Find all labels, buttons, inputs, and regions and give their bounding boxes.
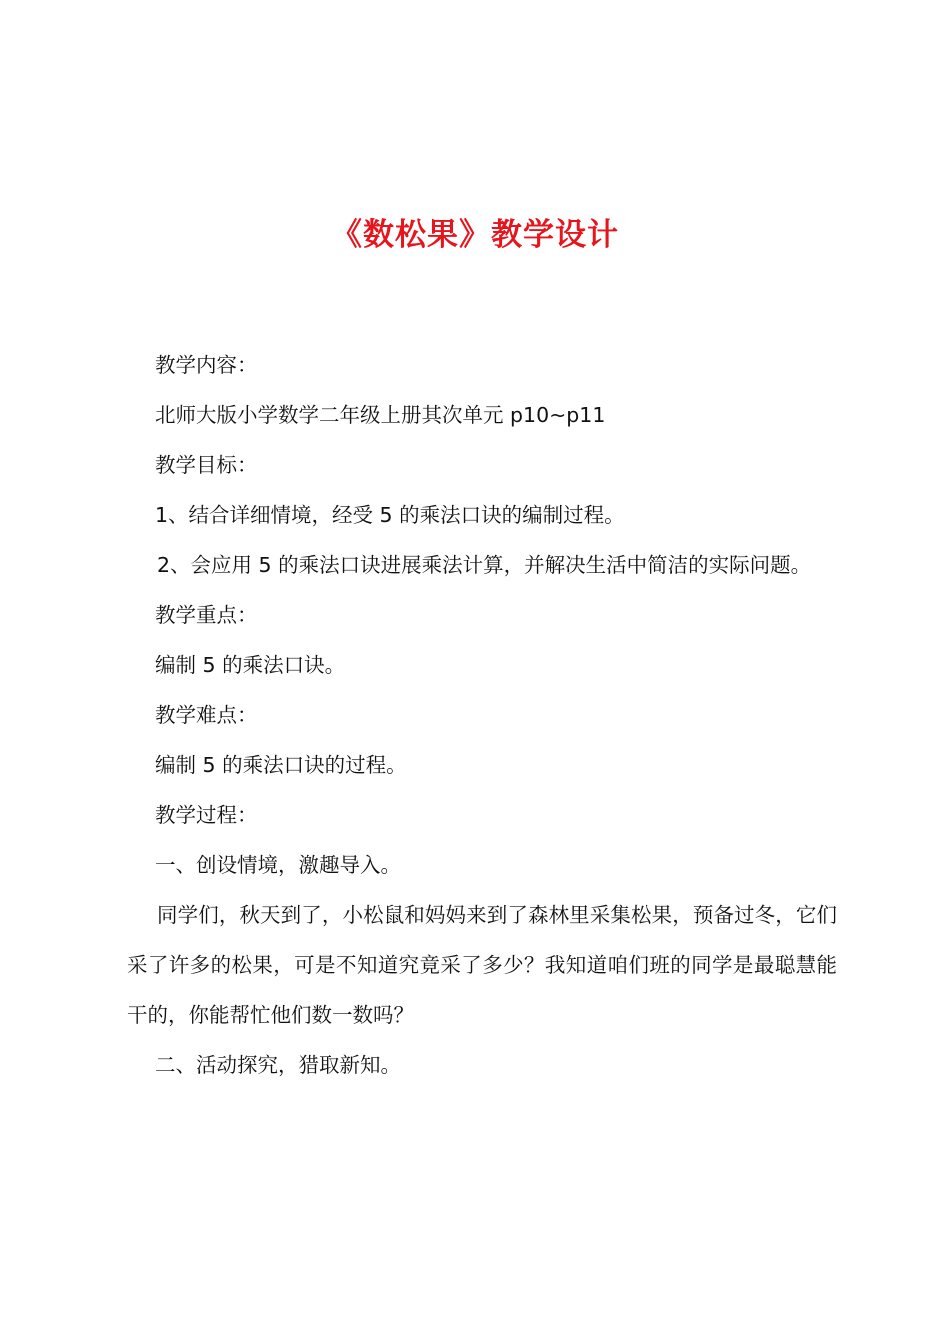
- section-heading-objectives: 教学目标：: [155, 453, 258, 477]
- process-step-1-text: 同学们，秋天到了，小松鼠和妈妈来到了森林里采集松果，预备过冬，它们采了许多的松果，可是不知道究竟采了多少？我知道咱们班的同学是最聪慧能干的，你能帮忙他们数一数吗？: [127, 903, 837, 1027]
- section-heading-key-point: 教学重点：: [155, 603, 258, 627]
- objective-1: 1、结合详细情境，经受 5 的乘法口诀的编制过程。: [155, 503, 625, 527]
- section-heading-difficulty: 教学难点：: [155, 703, 258, 727]
- difficulty-text: 编制 5 的乘法口诀的过程。: [155, 753, 407, 777]
- key-point-text: 编制 5 的乘法口诀。: [155, 653, 346, 677]
- process-step-2: 二、活动探究，猎取新知。: [155, 1053, 401, 1077]
- objective-2: 2、会应用 5 的乘法口诀进展乘法计算，并解决生活中简洁的实际问题。: [157, 553, 812, 577]
- content-text: 北师大版小学数学二年级上册其次单元 p10~p11: [155, 403, 606, 427]
- process-step-1: 一、创设情境，激趣导入。: [155, 853, 401, 877]
- section-heading-content: 教学内容：: [155, 353, 258, 377]
- document-body: [127, 340, 837, 1090]
- section-heading-process: 教学过程：: [155, 803, 258, 827]
- document-title: 《数松果》教学设计: [331, 217, 619, 253]
